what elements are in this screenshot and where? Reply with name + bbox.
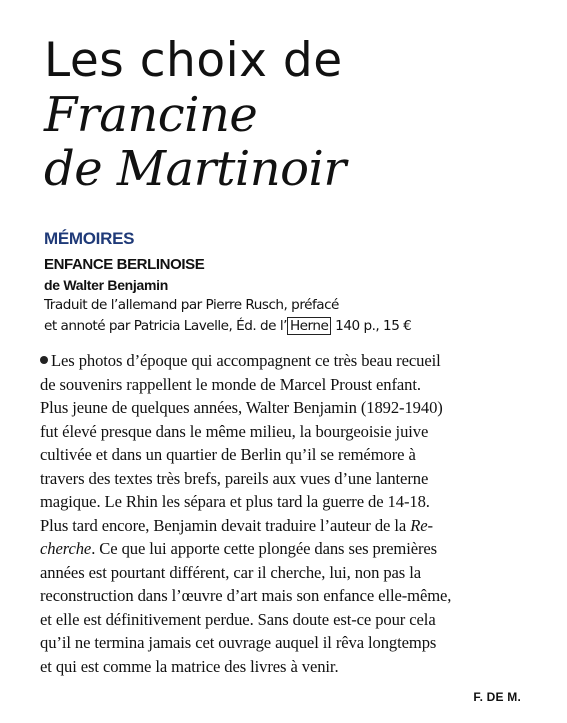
credits-line-2-start: et annoté par Patricia Lavelle, Éd. de l’ (44, 318, 287, 334)
body-line: Plus jeune de quelques années, Walter Benjamin (1892-1940) (40, 398, 443, 417)
body-line: fut élevé presque dans le même milieu, la bourgeoisie juive (40, 421, 429, 441)
body-line: travers des textes très brefs, pareils aux vues d’une lanterne (40, 468, 429, 488)
body-line: cultivée et dans un quartier de Berlin qu’il se remémore à (40, 445, 416, 464)
body-line-text: . Ce que lui apporte cette plongée dans ses premières (91, 539, 438, 558)
credits-line-2-end: 140 p., 15 € (331, 318, 412, 334)
body-line: de souvenirs rappellent le monde de Marcel Proust enfant. (40, 374, 421, 394)
body-line: et qui est comme la matrice des livres à venir. (40, 656, 339, 676)
body-line: reconstruction dans l’œuvre d’art mais son enfance elle-même, (40, 586, 452, 605)
heading-line-2: Francine (44, 87, 258, 143)
book-title: ENFANCE BERLINOISE (44, 256, 205, 273)
rubric-label: MÉMOIRES (44, 229, 135, 248)
body-line-text: Plus tard encore, Benjamin devait traduire l’auteur de la (40, 515, 411, 535)
bullet-icon (40, 356, 48, 364)
body-line-text: Les photos d’époque qui accompagnent ce très beau recueil (51, 351, 441, 370)
article-body (40, 349, 540, 678)
book-reference-italic: cherche (40, 539, 92, 558)
article-heading (44, 34, 346, 196)
body-line: années est pourtant différent, car il cherche, lui, non pas la (40, 562, 421, 582)
body-line: qu’il ne termina jamais cet ouvrage auquel il rêva longtemps (40, 633, 437, 652)
book-credits (44, 295, 544, 337)
book-author: de Walter Benjamin (44, 277, 168, 293)
body-line: et elle est définitivement perdue. Sans doute est-ce pour cela (40, 609, 436, 629)
body-line (40, 537, 540, 561)
heading-line-3: de Martinoir (44, 141, 346, 197)
book-reference-italic: Re- (410, 515, 433, 535)
heading-line-1: Les choix de (44, 33, 343, 88)
body-line (40, 514, 540, 538)
credits-line-2 (44, 316, 544, 337)
author-signature: F. DE M. (473, 690, 521, 704)
credits-line-1: Traduit de l’allemand par Pierre Rusch, préfacé (44, 297, 339, 313)
body-line (40, 349, 540, 373)
publisher-name: Herne (287, 317, 331, 335)
body-line: magique. Le Rhin les sépara et plus tard la guerre de 14-18. (40, 492, 430, 511)
